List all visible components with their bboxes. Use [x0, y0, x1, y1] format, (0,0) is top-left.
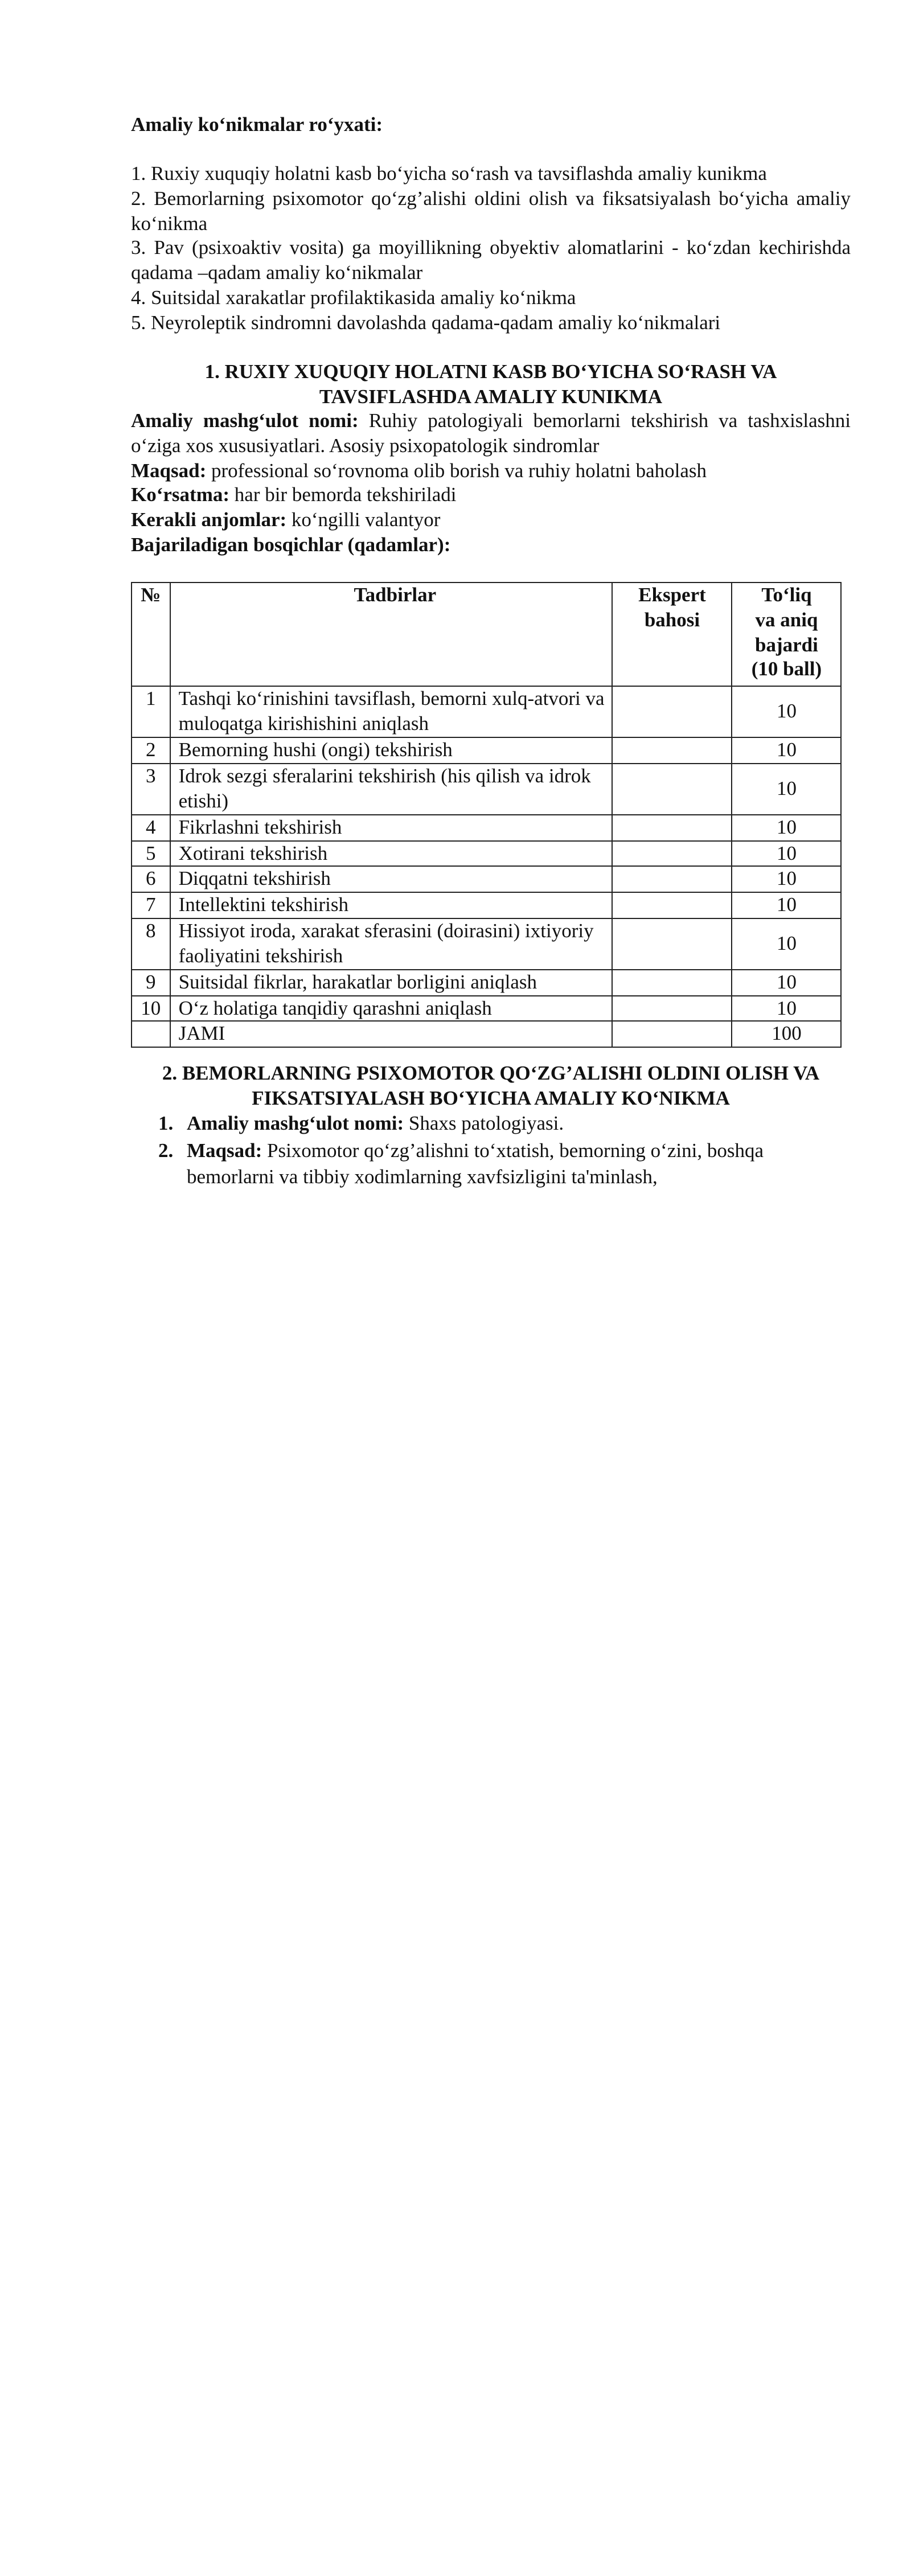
- row-number: 2: [132, 737, 170, 764]
- lesson-field: [131, 409, 851, 458]
- row-activity: Diqqatni tekshirish: [170, 867, 612, 893]
- list-item: 4. Suitsidal xarakatlar profilaktikasida amaliy ko‘nikma: [131, 285, 576, 309]
- header-score: [732, 583, 841, 686]
- row-score: 10: [732, 995, 841, 1022]
- row-expert-cell: [612, 867, 732, 893]
- table-total-row: [132, 1022, 841, 1048]
- row-score: 10: [732, 764, 841, 815]
- row-expert-cell: [612, 995, 732, 1022]
- row-expert-cell: [612, 970, 732, 996]
- row-number: 7: [132, 892, 170, 918]
- row-score: 10: [732, 815, 841, 841]
- row-number: 10: [132, 995, 170, 1022]
- row-number: 3: [132, 764, 170, 815]
- row-expert-cell: [612, 815, 732, 841]
- table-row: [132, 737, 841, 764]
- section2-heading-line2: FIKSATSIYALASH BO‘YICHA AMALIY KO‘NIKMA: [252, 1086, 730, 1109]
- table-row: [132, 815, 841, 841]
- row-score: 10: [732, 840, 841, 867]
- goal-label: Maqsad:: [131, 458, 207, 481]
- row-number: 9: [132, 970, 170, 996]
- list-item: 1. Ruxiy xuquqiy holatni kasb bo‘yicha so‘rash va tavsiflashda amaliy kunikma: [131, 162, 767, 184]
- materials-label: Kerakli anjomlar:: [131, 508, 287, 531]
- table-row: [132, 840, 841, 867]
- header-score-line2: va aniq: [755, 608, 818, 631]
- list-item: 2. Bemorlarning psixomotor qo‘zg’alishi oldini olish va fiksatsiyalash bo‘yicha amaliy ko‘nikma: [131, 186, 851, 234]
- steps-label-row: [131, 533, 851, 558]
- skills-list: [131, 162, 851, 335]
- section1-heading: [131, 360, 851, 409]
- table-row: [132, 995, 841, 1022]
- row-expert-cell: [612, 686, 732, 737]
- list-item: 5. Neyroleptik sindromni davolashda qadama-qadam amaliy ko‘nikmalari: [131, 310, 721, 333]
- section2-heading: [131, 1061, 851, 1111]
- table-row: [132, 764, 841, 815]
- item-label: Maqsad:: [187, 1138, 262, 1161]
- row-number: 5: [132, 840, 170, 867]
- steps-label: Bajariladigan bosqichlar (qadamlar):: [131, 532, 451, 556]
- row-score: 10: [732, 892, 841, 918]
- total-value: 100: [732, 1022, 841, 1048]
- row-activity: Intellektini tekshirish: [170, 892, 612, 918]
- row-activity: Hissiyot iroda, xarakat sferasini (doirasini) ixtiyoriy faoliyatini tekshirish: [170, 918, 612, 970]
- total-expert-cell: [612, 1022, 732, 1048]
- lesson-label: Amaliy mashg‘ulot nomi:: [131, 409, 359, 432]
- row-score: 10: [732, 686, 841, 737]
- table-row: [132, 867, 841, 893]
- list-item: [158, 1137, 842, 1191]
- list-item: [158, 1110, 842, 1137]
- row-score: 10: [732, 970, 841, 996]
- row-activity: Xotirani tekshirish: [170, 840, 612, 867]
- table-row: [132, 970, 841, 996]
- page-title: Amaliy ko‘nikmalar ro‘yxati:: [131, 113, 383, 136]
- row-score: 10: [732, 918, 841, 970]
- list-item: 3. Pav (psixoaktiv vosita) ga moyillikning obyektiv alomatlarini - ko‘zdan kechirishda qadama –qadam amaliy ko‘nikmalar: [131, 236, 851, 284]
- row-activity: Suitsidal fikrlar, harakatlar borligini aniqlash: [170, 970, 612, 996]
- row-activity: Bemorning hushi (ongi) tekshirish: [170, 737, 612, 764]
- row-expert-cell: [612, 840, 732, 867]
- table-header-row: [132, 583, 841, 686]
- row-number: 6: [132, 867, 170, 893]
- indication-label: Ko‘rsatma:: [131, 483, 230, 506]
- section1-heading-line2: TAVSIFLASHDA AMALIY KUNIKMA: [319, 384, 663, 408]
- list-number: 2.: [158, 1138, 174, 1161]
- item-value: Psixomotor qo‘zg’alishni to‘xtatish, bemorning o‘zini, boshqa bemorlarni va tibbiy xodimlarning xavfsizligini ta'minlash,: [187, 1138, 764, 1188]
- header-expert-line1: Ekspert: [638, 583, 706, 606]
- section2-heading-line1: 2. BEMORLARNING PSIXOMOTOR QO‘ZG’ALISHI OLDINI OLISH VA: [162, 1061, 820, 1084]
- item-value: Shaxs patologiyasi.: [408, 1111, 564, 1134]
- list-number: 1.: [158, 1111, 174, 1134]
- item-label: Amaliy mashg‘ulot nomi:: [187, 1111, 404, 1134]
- row-score: 10: [732, 867, 841, 893]
- header-expert: [612, 583, 732, 686]
- row-score: 10: [732, 737, 841, 764]
- row-activity: O‘z holatiga tanqidiy qarashni aniqlash: [170, 995, 612, 1022]
- indication-field: [131, 483, 851, 508]
- row-number: 4: [132, 815, 170, 841]
- header-number: №: [132, 583, 170, 686]
- indication-value: har bir bemorda tekshiriladi: [234, 483, 457, 506]
- header-score-line4: (10 ball): [751, 657, 822, 680]
- row-expert-cell: [612, 737, 732, 764]
- materials-value: ko‘ngilli valantyor: [291, 508, 441, 531]
- table-row: [132, 918, 841, 970]
- section1-heading-line1: 1. RUXIY XUQUQIY HOLATNI KASB BO‘YICHA SO‘RASH VA: [204, 360, 777, 383]
- row-expert-cell: [612, 892, 732, 918]
- header-activities: Tadbirlar: [170, 583, 612, 686]
- header-expert-line2: bahosi: [644, 608, 700, 631]
- total-number-cell: [132, 1022, 170, 1048]
- materials-field: [131, 508, 851, 533]
- row-activity: Tashqi ko‘rinishini tavsiflash, bemorni xulq-atvori va muloqatga kirishishini aniqlash: [170, 686, 612, 737]
- table-row: [132, 686, 841, 737]
- row-number: 1: [132, 686, 170, 737]
- section2-list: [158, 1110, 842, 1191]
- row-expert-cell: [612, 918, 732, 970]
- steps-table: [131, 582, 842, 1048]
- row-expert-cell: [612, 764, 732, 815]
- goal-field: [131, 458, 851, 483]
- header-score-line1: To‘liq: [761, 583, 812, 606]
- row-activity: Fikrlashni tekshirish: [170, 815, 612, 841]
- row-activity: Idrok sezgi sferalarini tekshirish (his qilish va idrok etishi): [170, 764, 612, 815]
- header-score-line3: bajardi: [755, 633, 818, 655]
- section1-fields: [131, 409, 851, 557]
- table-row: [132, 892, 841, 918]
- goal-value: professional so‘rovnoma olib borish va ruhiy holatni baholash: [211, 458, 707, 481]
- lesson-value: Ruhiy patologiyali bemorlarni tekshirish va tashxislashni o‘ziga xos xususiyatlari. Asosiy psixopatologik sindromlar: [131, 409, 851, 457]
- row-number: 8: [132, 918, 170, 970]
- total-label: JAMI: [170, 1022, 612, 1048]
